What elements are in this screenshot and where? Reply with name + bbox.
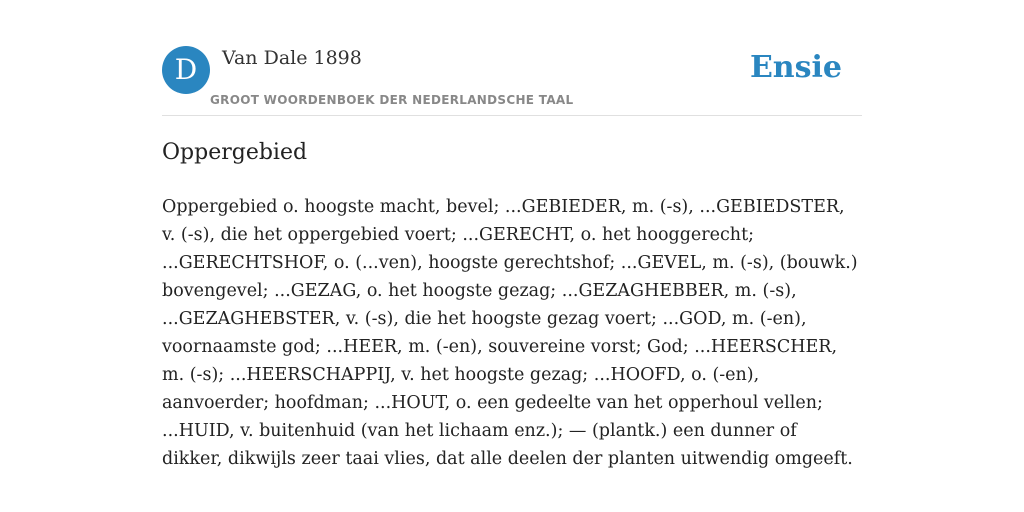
header-divider	[162, 115, 862, 116]
definition-text: Oppergebied o. hoogste macht, bevel; ...GEBIEDER, m. (-s), ...GEBIEDSTER, v. (-s), die het oppergebied voert; ...GERECHT, o. het hooggerecht; ...GERECHTSHOF, o. (...ven), hoogste gerechtshof; ...GEVEL, m. (-s), (bouwk.) bovengevel; ...GEZAG, o. het hoogste gezag; ...GEZAGHEBBER, m. (-s), ...GEZAGHEBSTER, v. (-s), die het hoogste gezag voert; ...GOD, m. (-en), voornaamste god; ...HEER, m. (-en), souvereine vorst; God; ...HEERSCHER, m. (-s); ...HEERSCHAPPIJ, v. het hoogste gezag; ...HOOFD, o. (-en), aanvoerder; hoofdman; ...HOUT, o. een gedeelte van het opperhoul vellen; ...HUID, v. buitenhuid (van het lichaam enz.); — (plantk.) een dunner of dikker, dikwijls zeer taai vlies, dat alle deelen der planten uitwendig omgeeft.	[162, 197, 858, 469]
ensie-logo[interactable]: Ensie	[749, 50, 842, 85]
source-header	[162, 46, 862, 116]
source-logo[interactable]: D	[162, 46, 210, 94]
source-title[interactable]: Van Dale 1898	[222, 47, 362, 69]
source-subtitle: GROOT WOORDENBOEK DER NEDERLANDSCHE TAAL	[210, 93, 574, 107]
headword: Oppergebied	[162, 140, 308, 165]
